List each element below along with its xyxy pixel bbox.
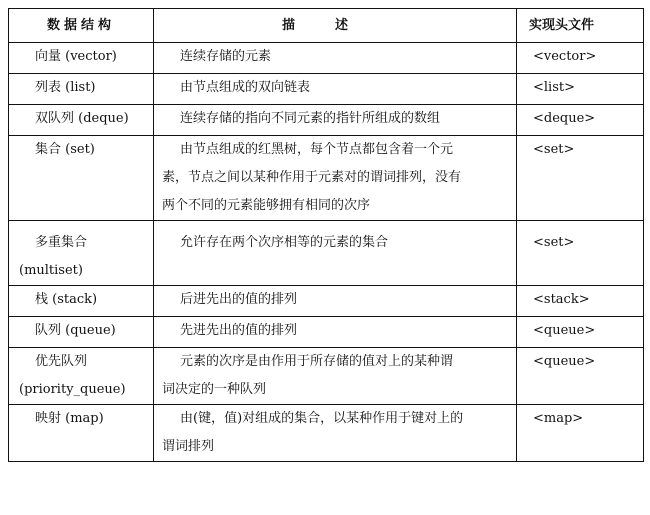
description-line: 先进先出的值的排列 [180, 323, 298, 338]
description-line: 由节点组成的双向链表 [180, 80, 311, 95]
structure-name: 列表 (list) [9, 74, 154, 105]
header-file: <queue> [517, 317, 644, 348]
table-row [9, 348, 644, 405]
header-file: <list> [517, 74, 644, 105]
description-line: 连续存储的指向不同元素的指针所组成的数组 [180, 111, 441, 126]
header-file: <deque> [517, 105, 644, 136]
description [154, 405, 517, 462]
structure-name: 队列 (queue) [9, 317, 154, 348]
structure-name-line: 多重集合 [35, 235, 88, 250]
description-line: 谓词排列 [162, 439, 215, 454]
structure-name: 栈 (stack) [9, 286, 154, 317]
header-file: <map> [517, 405, 644, 462]
description [154, 74, 517, 105]
header-structure: 数据结构 [9, 9, 154, 43]
structure-name-line: 优先队列 [35, 354, 88, 369]
table-row [9, 221, 644, 286]
header-header-file: 实现头文件 [517, 9, 644, 43]
description-line: 素，节点之间以某种作用于元素对的谓词排列，没有 [162, 170, 462, 185]
header-file-value: <set> [533, 235, 575, 250]
structure-name [9, 348, 154, 405]
description-line: 词决定的一种队列 [162, 382, 267, 397]
table-row [9, 286, 644, 317]
description-line: 两个不同的元素能够拥有相同的次序 [162, 198, 371, 213]
description [154, 221, 517, 286]
description-line: 连续存储的元素 [180, 49, 272, 64]
description-line: 元素的次序是由作用于所存储的值对上的某种谓 [180, 354, 454, 369]
description [154, 105, 517, 136]
structure-name-line: (multiset) [19, 263, 83, 278]
description [154, 317, 517, 348]
structure-name: 向量 (vector) [9, 43, 154, 74]
structure-name: 映射 (map) [9, 405, 154, 462]
structure-name: 双队列 (deque) [9, 105, 154, 136]
header-file [517, 221, 644, 286]
description-line: 后进先出的值的排列 [180, 292, 298, 307]
table-row [9, 74, 644, 105]
header-file: <stack> [517, 286, 644, 317]
structure-name-line: (priority_queue) [19, 382, 126, 397]
header-row [9, 9, 644, 43]
description [154, 286, 517, 317]
description [154, 136, 517, 221]
header-file: <vector> [517, 43, 644, 74]
table-row [9, 405, 644, 462]
description-line: 允许存在两个次序相等的元素的集合 [180, 235, 389, 250]
table-row [9, 43, 644, 74]
table-row [9, 105, 644, 136]
structure-name: 集合 (set) [9, 136, 154, 221]
header-file: <queue> [517, 348, 644, 405]
structure-name [9, 221, 154, 286]
table-row [9, 136, 644, 221]
table-row [9, 317, 644, 348]
data-structure-table [8, 8, 644, 462]
description [154, 43, 517, 74]
description-line: 由节点组成的红黑树，每个节点都包含着一个元 [180, 142, 454, 157]
header-description: 描述 [154, 9, 517, 43]
description [154, 348, 517, 405]
header-file: <set> [517, 136, 644, 221]
description-line: 由(键，值)对组成的集合，以某种作用于键对上的 [180, 411, 464, 426]
